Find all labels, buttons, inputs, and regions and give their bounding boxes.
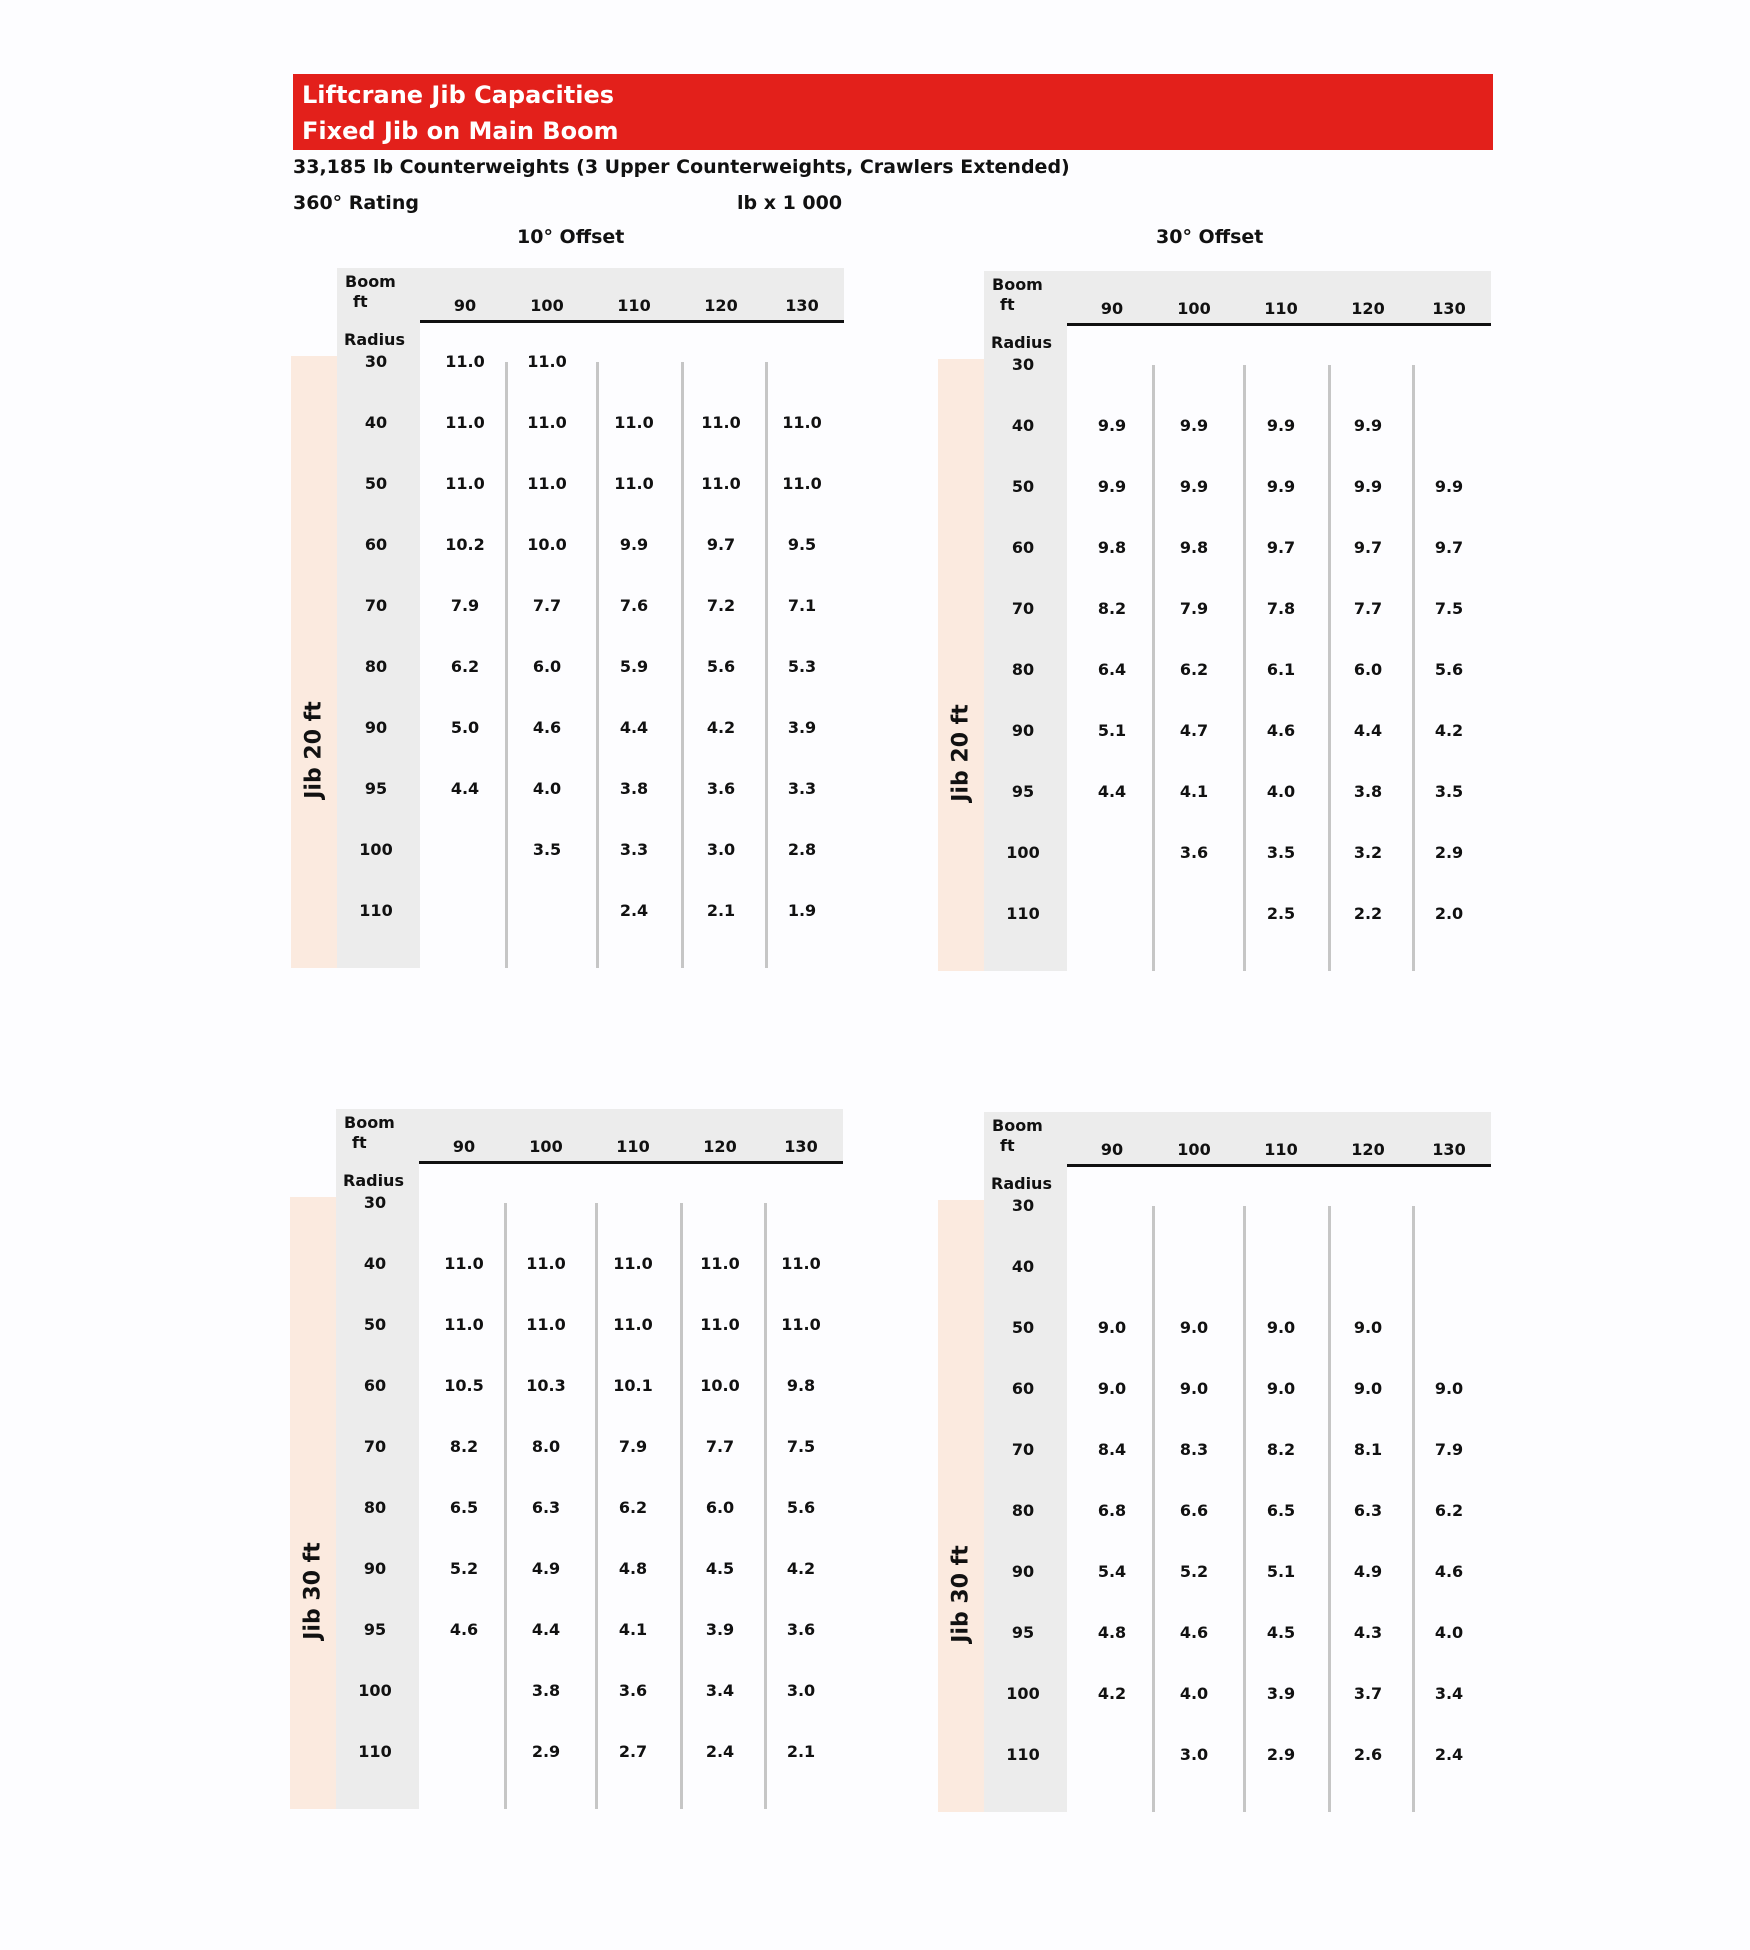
capacity-cell: 3.2 [1353,843,1383,862]
capacity-cell: 11.0 [527,474,567,493]
ft-label: ft [353,292,368,311]
header-rule [420,320,844,323]
capacity-cell: 4.4 [1097,782,1127,801]
radius-value: 90 [1011,721,1035,740]
boom-header-band [984,271,1491,323]
capacity-cell: 4.5 [705,1559,735,1578]
capacity-cell: 6.6 [1179,1501,1209,1520]
boom-ft-label [345,272,396,312]
capacity-cell: 4.8 [1097,1623,1127,1642]
capacity-cell: 9.7 [706,535,736,554]
radius-value: 60 [1011,1379,1035,1398]
column-divider [765,362,768,968]
boom-label: Boom [344,1113,395,1132]
capacity-cell: 6.2 [450,657,480,676]
radius-value: 90 [363,1559,387,1578]
capacity-cell: 7.6 [619,596,649,615]
boom-length-header: 130 [1432,299,1466,318]
capacity-cell: 6.0 [1353,660,1383,679]
capacity-cell: 3.8 [531,1681,561,1700]
offset-label-10: 10° Offset [517,226,625,248]
jib-band [290,1197,336,1809]
capacity-cell: 9.0 [1179,1318,1209,1337]
radius-value: 110 [358,1742,392,1761]
capacity-cell: 10.3 [526,1376,566,1395]
capacity-cell: 11.0 [700,1254,740,1273]
capacity-cell: 4.9 [1353,1562,1383,1581]
capacity-cell: 11.0 [782,413,822,432]
capacity-cell: 3.5 [532,840,562,859]
boom-label: Boom [992,1116,1043,1135]
capacity-cell: 4.6 [1266,721,1296,740]
capacity-cell: 8.0 [531,1437,561,1456]
header-rule [1067,1164,1491,1167]
capacity-cell: 5.3 [787,657,817,676]
capacity-cell: 11.0 [445,352,485,371]
radius-value: 60 [363,1376,387,1395]
boom-length-header: 90 [1100,1140,1124,1159]
capacity-cell: 9.9 [1353,416,1383,435]
radius-value: 30 [364,352,388,371]
capacity-cell: 4.5 [1266,1623,1296,1642]
boom-length-header: 110 [617,296,651,315]
radius-value: 110 [359,901,393,920]
capacity-cell: 6.3 [531,1498,561,1517]
radius-value: 40 [1011,1257,1035,1276]
capacity-cell: 3.4 [705,1681,735,1700]
capacity-cell: 3.5 [1434,782,1464,801]
capacity-cell: 7.8 [1266,599,1296,618]
capacity-table-jib20-offset30 [938,271,1538,971]
capacity-cell: 2.9 [531,1742,561,1761]
radius-value: 100 [1006,843,1040,862]
jib-band [291,356,337,968]
capacity-cell: 11.0 [444,1254,484,1273]
capacity-cell: 7.7 [705,1437,735,1456]
capacity-cell: 8.3 [1179,1440,1209,1459]
capacity-cell: 11.0 [526,1315,566,1334]
capacity-cell: 11.0 [527,413,567,432]
capacity-cell: 2.5 [1266,904,1296,923]
radius-value: 70 [364,596,388,615]
capacity-cell: 9.0 [1434,1379,1464,1398]
boom-ft-label [992,275,1043,315]
capacity-cell: 4.6 [1179,1623,1209,1642]
capacity-cell: 8.2 [1097,599,1127,618]
capacity-cell: 5.2 [449,1559,479,1578]
capacity-cell: 4.7 [1179,721,1209,740]
capacity-cell: 11.0 [614,413,654,432]
capacity-cell: 4.0 [1179,1684,1209,1703]
radius-label: Radius [344,330,405,349]
capacity-cell: 4.4 [450,779,480,798]
capacity-cell: 10.0 [527,535,567,554]
capacity-cell: 7.7 [532,596,562,615]
capacity-cell: 3.5 [1266,843,1296,862]
capacity-cell: 9.9 [1353,477,1383,496]
capacity-cell: 9.9 [1097,416,1127,435]
capacity-cell: 7.9 [450,596,480,615]
capacity-cell: 5.2 [1179,1562,1209,1581]
capacity-cell: 5.1 [1266,1562,1296,1581]
boom-length-header: 110 [616,1137,650,1156]
column-divider [1243,1206,1246,1812]
column-divider [595,1203,598,1809]
capacity-cell: 11.0 [527,352,567,371]
capacity-cell: 6.8 [1097,1501,1127,1520]
ft-label: ft [1000,295,1015,314]
column-divider [1152,1206,1155,1812]
radius-value: 95 [363,1620,387,1639]
boom-length-header: 120 [1351,1140,1385,1159]
radius-value: 40 [363,1254,387,1273]
capacity-cell: 6.3 [1353,1501,1383,1520]
capacity-cell: 3.9 [1266,1684,1296,1703]
jib-length-label: Jib 20 ft [948,704,974,802]
radius-value: 60 [364,535,388,554]
capacity-cell: 4.3 [1353,1623,1383,1642]
capacity-cell: 9.5 [787,535,817,554]
capacity-cell: 4.8 [618,1559,648,1578]
radius-value: 100 [1006,1684,1040,1703]
units-label: lb x 1 000 [737,192,843,214]
capacity-cell: 7.9 [1179,599,1209,618]
ft-label: ft [352,1133,367,1152]
radius-value: 95 [364,779,388,798]
capacity-cell: 2.1 [786,1742,816,1761]
capacity-cell: 3.7 [1353,1684,1383,1703]
boom-label: Boom [992,275,1043,294]
radius-value: 70 [1011,599,1035,618]
column-divider [680,1203,683,1809]
boom-ft-label [344,1113,395,1153]
capacity-cell: 5.1 [1097,721,1127,740]
capacity-cell: 4.6 [449,1620,479,1639]
capacity-cell: 3.0 [706,840,736,859]
capacity-cell: 6.0 [705,1498,735,1517]
radius-value: 50 [1011,477,1035,496]
capacity-cell: 3.0 [1179,1745,1209,1764]
capacity-cell: 10.2 [445,535,485,554]
offset-label-30: 30° Offset [1156,226,1264,248]
radius-value: 95 [1011,1623,1035,1642]
capacity-cell: 2.4 [705,1742,735,1761]
boom-length-header: 90 [452,1137,476,1156]
capacity-cell: 3.9 [705,1620,735,1639]
capacity-cell: 3.8 [1353,782,1383,801]
radius-value: 100 [359,840,393,859]
capacity-cell: 3.6 [1179,843,1209,862]
boom-ft-label [992,1116,1043,1156]
boom-header-band [336,1109,843,1161]
capacity-cell: 2.6 [1353,1745,1383,1764]
header-rule [419,1161,843,1164]
capacity-cell: 11.0 [445,474,485,493]
capacity-cell: 9.9 [619,535,649,554]
ft-label: ft [1000,1136,1015,1155]
boom-length-header: 130 [785,296,819,315]
capacity-cell: 4.4 [619,718,649,737]
radius-value: 80 [1011,1501,1035,1520]
jib-length-label: Jib 30 ft [948,1545,974,1643]
capacity-cell: 3.6 [786,1620,816,1639]
capacity-cell: 9.0 [1353,1318,1383,1337]
capacity-cell: 9.9 [1179,416,1209,435]
capacity-cell: 2.9 [1434,843,1464,862]
capacity-cell: 6.5 [1266,1501,1296,1520]
capacity-cell: 10.1 [613,1376,653,1395]
capacity-cell: 9.0 [1097,1318,1127,1337]
radius-value: 100 [358,1681,392,1700]
column-divider [505,362,508,968]
capacity-cell: 2.9 [1266,1745,1296,1764]
radius-value: 50 [364,474,388,493]
radius-value: 50 [1011,1318,1035,1337]
boom-length-header: 130 [784,1137,818,1156]
radius-label: Radius [991,1174,1052,1193]
capacity-cell: 9.0 [1179,1379,1209,1398]
capacity-cell: 11.0 [781,1315,821,1334]
capacity-cell: 4.2 [706,718,736,737]
boom-length-header: 100 [1177,1140,1211,1159]
boom-length-header: 120 [704,296,738,315]
capacity-table-jib20-offset10 [291,268,891,968]
capacity-cell: 11.0 [613,1315,653,1334]
capacity-cell: 9.0 [1266,1379,1296,1398]
capacity-cell: 3.4 [1434,1684,1464,1703]
boom-length-header: 120 [703,1137,737,1156]
capacity-cell: 6.0 [532,657,562,676]
capacity-cell: 8.1 [1353,1440,1383,1459]
column-divider [1412,365,1415,971]
capacity-cell: 5.6 [786,1498,816,1517]
capacity-cell: 9.7 [1353,538,1383,557]
capacity-cell: 4.4 [531,1620,561,1639]
boom-header-band [337,268,844,320]
boom-length-header: 100 [530,296,564,315]
capacity-cell: 6.4 [1097,660,1127,679]
capacity-cell: 9.8 [786,1376,816,1395]
capacity-cell: 4.2 [1097,1684,1127,1703]
column-divider [1328,1206,1331,1812]
capacity-cell: 11.0 [613,1254,653,1273]
capacity-cell: 11.0 [614,474,654,493]
radius-value: 50 [363,1315,387,1334]
boom-label: Boom [345,272,396,291]
capacity-cell: 4.4 [1353,721,1383,740]
radius-value: 70 [1011,1440,1035,1459]
radius-value: 110 [1006,904,1040,923]
capacity-cell: 11.0 [445,413,485,432]
capacity-cell: 7.9 [1434,1440,1464,1459]
boom-length-header: 120 [1351,299,1385,318]
boom-header-band [984,1112,1491,1164]
capacity-cell: 4.6 [532,718,562,737]
radius-value: 30 [363,1193,387,1212]
radius-value: 30 [1011,355,1035,374]
capacity-cell: 5.9 [619,657,649,676]
capacity-cell: 4.1 [1179,782,1209,801]
radius-value: 40 [364,413,388,432]
capacity-cell: 5.0 [450,718,480,737]
radius-value: 95 [1011,782,1035,801]
column-divider [1243,365,1246,971]
column-divider [1328,365,1331,971]
capacity-cell: 6.2 [1434,1501,1464,1520]
capacity-cell: 6.2 [1179,660,1209,679]
capacity-cell: 9.0 [1266,1318,1296,1337]
capacity-cell: 7.1 [787,596,817,615]
capacity-cell: 6.5 [449,1498,479,1517]
capacity-cell: 8.2 [449,1437,479,1456]
rating-label: 360° Rating [293,192,419,214]
capacity-cell: 3.6 [618,1681,648,1700]
page-header [293,74,1493,150]
boom-length-header: 110 [1264,299,1298,318]
jib-length-label: Jib 30 ft [300,1542,326,1640]
capacity-cell: 11.0 [701,474,741,493]
radius-value: 60 [1011,538,1035,557]
radius-value: 70 [363,1437,387,1456]
capacity-cell: 7.5 [1434,599,1464,618]
capacity-cell: 9.9 [1434,477,1464,496]
capacity-cell: 9.9 [1179,477,1209,496]
capacity-cell: 7.2 [706,596,736,615]
boom-length-header: 90 [1100,299,1124,318]
capacity-cell: 9.0 [1353,1379,1383,1398]
capacity-cell: 2.4 [1434,1745,1464,1764]
capacity-cell: 3.6 [706,779,736,798]
capacity-cell: 11.0 [700,1315,740,1334]
capacity-cell: 9.9 [1097,477,1127,496]
capacity-cell: 2.0 [1434,904,1464,923]
capacity-cell: 10.5 [444,1376,484,1395]
jib-band [938,1200,984,1812]
capacity-cell: 9.0 [1097,1379,1127,1398]
radius-value: 80 [1011,660,1035,679]
capacity-cell: 3.9 [787,718,817,737]
jib-length-label: Jib 20 ft [301,701,327,799]
capacity-cell: 10.0 [700,1376,740,1395]
column-divider [1152,365,1155,971]
capacity-cell: 5.6 [1434,660,1464,679]
capacity-cell: 8.4 [1097,1440,1127,1459]
radius-value: 90 [1011,1562,1035,1581]
radius-value: 40 [1011,416,1035,435]
capacity-cell: 5.6 [706,657,736,676]
capacity-cell: 2.1 [706,901,736,920]
capacity-cell: 2.2 [1353,904,1383,923]
capacity-cell: 11.0 [701,413,741,432]
capacity-cell: 4.2 [786,1559,816,1578]
column-divider [504,1203,507,1809]
boom-length-header: 100 [1177,299,1211,318]
capacity-table-jib30-offset10 [290,1109,890,1809]
capacity-cell: 4.6 [1434,1562,1464,1581]
boom-length-header: 90 [453,296,477,315]
column-divider [1412,1206,1415,1812]
capacity-cell: 11.0 [444,1315,484,1334]
column-divider [681,362,684,968]
column-divider [596,362,599,968]
capacity-cell: 4.0 [1434,1623,1464,1642]
capacity-cell: 2.7 [618,1742,648,1761]
boom-length-header: 100 [529,1137,563,1156]
capacity-cell: 2.4 [619,901,649,920]
capacity-cell: 5.4 [1097,1562,1127,1581]
header-rule [1067,323,1491,326]
capacity-cell: 8.2 [1266,1440,1296,1459]
jib-band [938,359,984,971]
capacity-cell: 4.1 [618,1620,648,1639]
capacity-cell: 4.2 [1434,721,1464,740]
capacity-cell: 7.9 [618,1437,648,1456]
capacity-cell: 9.8 [1179,538,1209,557]
capacity-cell: 11.0 [526,1254,566,1273]
boom-length-header: 110 [1264,1140,1298,1159]
radius-value: 30 [1011,1196,1035,1215]
capacity-cell: 9.7 [1266,538,1296,557]
capacity-cell: 9.8 [1097,538,1127,557]
capacity-cell: 1.9 [787,901,817,920]
capacity-cell: 2.8 [787,840,817,859]
radius-value: 110 [1006,1745,1040,1764]
capacity-cell: 11.0 [781,1254,821,1273]
capacity-cell: 4.9 [531,1559,561,1578]
radius-value: 80 [364,657,388,676]
capacity-cell: 6.1 [1266,660,1296,679]
capacity-cell: 7.5 [786,1437,816,1456]
capacity-cell: 3.3 [619,840,649,859]
radius-value: 80 [363,1498,387,1517]
capacity-cell: 4.0 [1266,782,1296,801]
capacity-cell: 3.3 [787,779,817,798]
header-title-line1: Liftcrane Jib Capacities [302,81,614,109]
counterweight-subtitle: 33,185 lb Counterweights (3 Upper Counterweights, Crawlers Extended) [293,156,1070,178]
capacity-cell: 6.2 [618,1498,648,1517]
capacity-cell: 4.0 [532,779,562,798]
capacity-table-jib30-offset30 [938,1112,1538,1812]
header-title-line2: Fixed Jib on Main Boom [302,117,619,145]
capacity-cell: 3.0 [786,1681,816,1700]
column-divider [764,1203,767,1809]
capacity-cell: 9.9 [1266,416,1296,435]
radius-label: Radius [343,1171,404,1190]
capacity-cell: 3.8 [619,779,649,798]
radius-label: Radius [991,333,1052,352]
capacity-cell: 9.9 [1266,477,1296,496]
capacity-cell: 11.0 [782,474,822,493]
capacity-cell: 7.7 [1353,599,1383,618]
boom-length-header: 130 [1432,1140,1466,1159]
capacity-cell: 9.7 [1434,538,1464,557]
radius-value: 90 [364,718,388,737]
